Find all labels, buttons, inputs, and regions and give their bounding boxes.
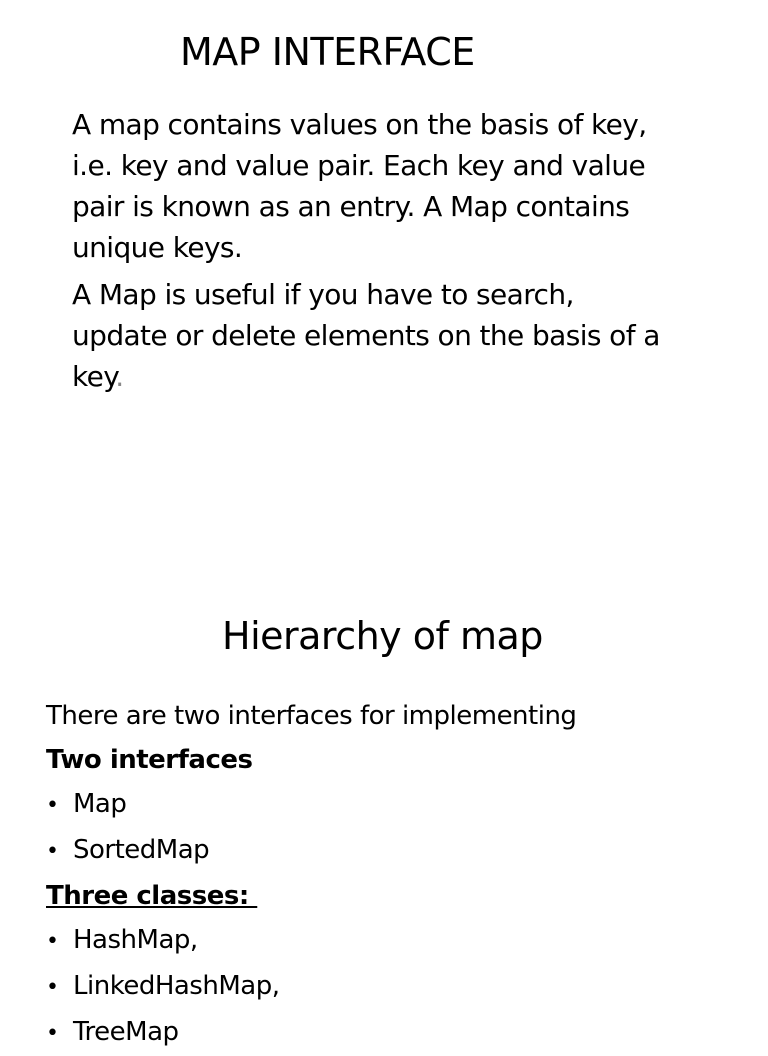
- list-item: [46, 782, 726, 828]
- slide-title: Hierarchy of map: [222, 614, 543, 658]
- paragraph-usage: [72, 274, 672, 397]
- paragraph-usage-period: .: [115, 360, 124, 393]
- classes-heading: Three classes:: [46, 881, 258, 911]
- list-item-label: HashMap,: [73, 925, 198, 955]
- list-item: [46, 828, 726, 874]
- intro-text: There are two interfaces for implementing: [46, 701, 577, 731]
- list-item-label: TreeMap: [73, 1017, 179, 1047]
- slide-hierarchy-of-map: [0, 560, 768, 1047]
- bullet-icon: •: [46, 1021, 59, 1046]
- bullet-icon: •: [46, 929, 59, 954]
- interfaces-heading: Two interfaces: [46, 745, 253, 775]
- list-item: [46, 918, 726, 964]
- list-item-label: LinkedHashMap,: [73, 971, 280, 1001]
- list-item: [46, 1010, 726, 1056]
- bullet-icon: •: [46, 839, 59, 864]
- list-item-label: SortedMap: [73, 835, 210, 865]
- paragraph-definition: A map contains values on the basis of key, i.e. key and value pair. Each key and value pair is known as an entry. A Map contains unique keys.: [72, 108, 647, 264]
- list-item: [46, 964, 726, 1010]
- slide-body: [72, 104, 672, 397]
- list-item-label: Map: [73, 789, 127, 819]
- bullet-icon: •: [46, 793, 59, 818]
- slide-title: MAP INTERFACE: [180, 30, 475, 74]
- slide-body: [46, 694, 726, 1056]
- paragraph-usage-text: A Map is useful if you have to search, update or delete elements on the basis of a key: [72, 278, 660, 393]
- bullet-icon: •: [46, 975, 59, 1000]
